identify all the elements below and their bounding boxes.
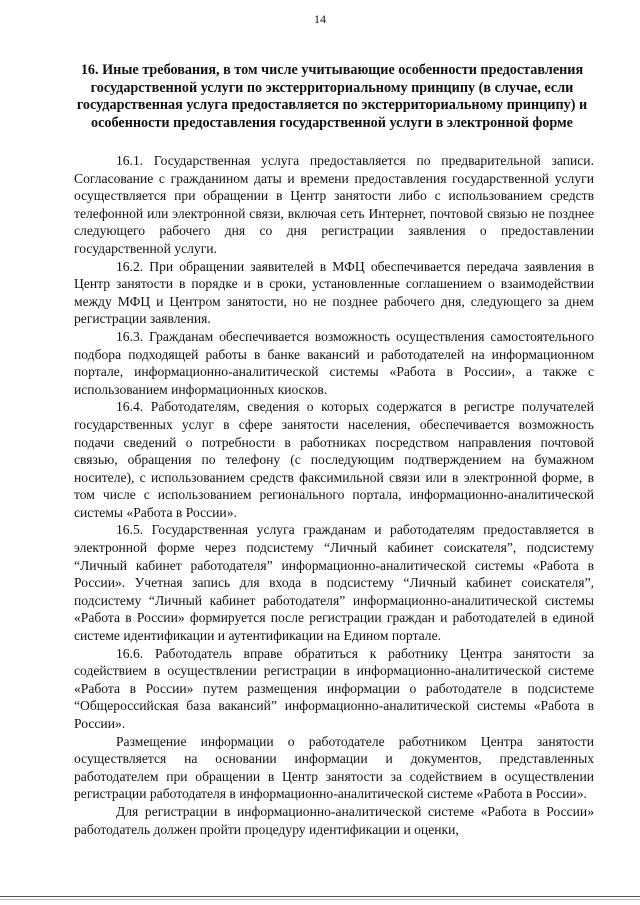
paragraph-placement: Размещение информации о работодателе работником Центра занятости осуществляется на основании информации и документов, представленных работодателем при обращении в Центр занятости за содействием в осуществлении регистрации работодателя в информационно-аналитической системе «Работа в России».: [74, 733, 594, 802]
section-heading: 16. Иные требования, в том числе учитывающие особенности предоставления государственной услуги по экстерриториальному принципу (в случае, если государственная услуга предоставляется по экстерриториальному принципу) и особенности предоставления государственной услуги в электронной форме: [76, 62, 588, 131]
section-body: [74, 152, 594, 838]
paragraph-16-6: 16.6. Работодатель вправе обратиться к работнику Центра занятости за содействием в осуществлении регистрации в информационно-аналитической системе «Работа в России» путем размещения информации о работодателе в подсистеме “Общероссийская база вакансий” информационно-аналитической системы «Работа в России».: [74, 645, 594, 731]
paragraph-16-4: 16.4. Работодателям, сведения о которых содержатся в регистре получателей государственных услуг в сфере занятости населения, обеспечивается возможность подачи сведений о потребности в работниках посредством направления почтовой связью, обращения по телефону (с последующим подтверждением на бумажном носителе), с использованием средств факсимильной связи или в электронной форме, в том числе с использованием регионального портала, информационно-аналитической системы «Работа в России».: [74, 399, 594, 520]
bottom-divider-shadow: [0, 899, 640, 900]
page-number: 14: [314, 12, 326, 26]
paragraph-16-3: 16.3. Гражданам обеспечивается возможность осуществления самостоятельного подбора подходящей работы в банке вакансий и работодателей на информационном портале, информационно-аналитической системы «Работа в России», а также с использованием информационных киосков.: [74, 328, 594, 397]
bottom-divider: [0, 896, 640, 897]
paragraph-registration: Для регистрации в информационно-аналитической системе «Работа в России» работодатель должен пройти процедуру идентификации и оценки,: [74, 803, 594, 837]
paragraph-16-1: 16.1. Государственная услуга предоставляется по предварительной записи. Согласование с гражданином даты и времени предоставления государственной услуги осуществляется при обращении в Центр занятости либо с использованием средств телефонной или электронной связи, включая сеть Интернет, почтовой связью не позднее следующего рабочего дня со дня регистрации заявления о предоставлении государственной услуги.: [74, 153, 594, 256]
paragraph-16-5: 16.5. Государственная услуга гражданам и работодателям предоставляется в электронной форме через подсистему “Личный кабинет соискателя”, подсистему “Личный кабинет работодателя” информационно-аналитической системы «Работа в России». Учетная запись для входа в подсистему “Личный кабинет соискателя”, подсистему “Личный кабинет работодателя” информационно-аналитической системы «Работа в России» формируется после регистрации граждан и работодателей в единой системе идентификации и аутентификации на Едином портале.: [74, 522, 594, 644]
paragraph-16-2: 16.2. При обращении заявителей в МФЦ обеспечивается передача заявления в Центр занятости в порядке и в сроки, установленные соглашением о взаимодействии между МФЦ и Центром занятости, но не позднее рабочего дня, следующего за днем регистрации заявления.: [74, 258, 594, 327]
